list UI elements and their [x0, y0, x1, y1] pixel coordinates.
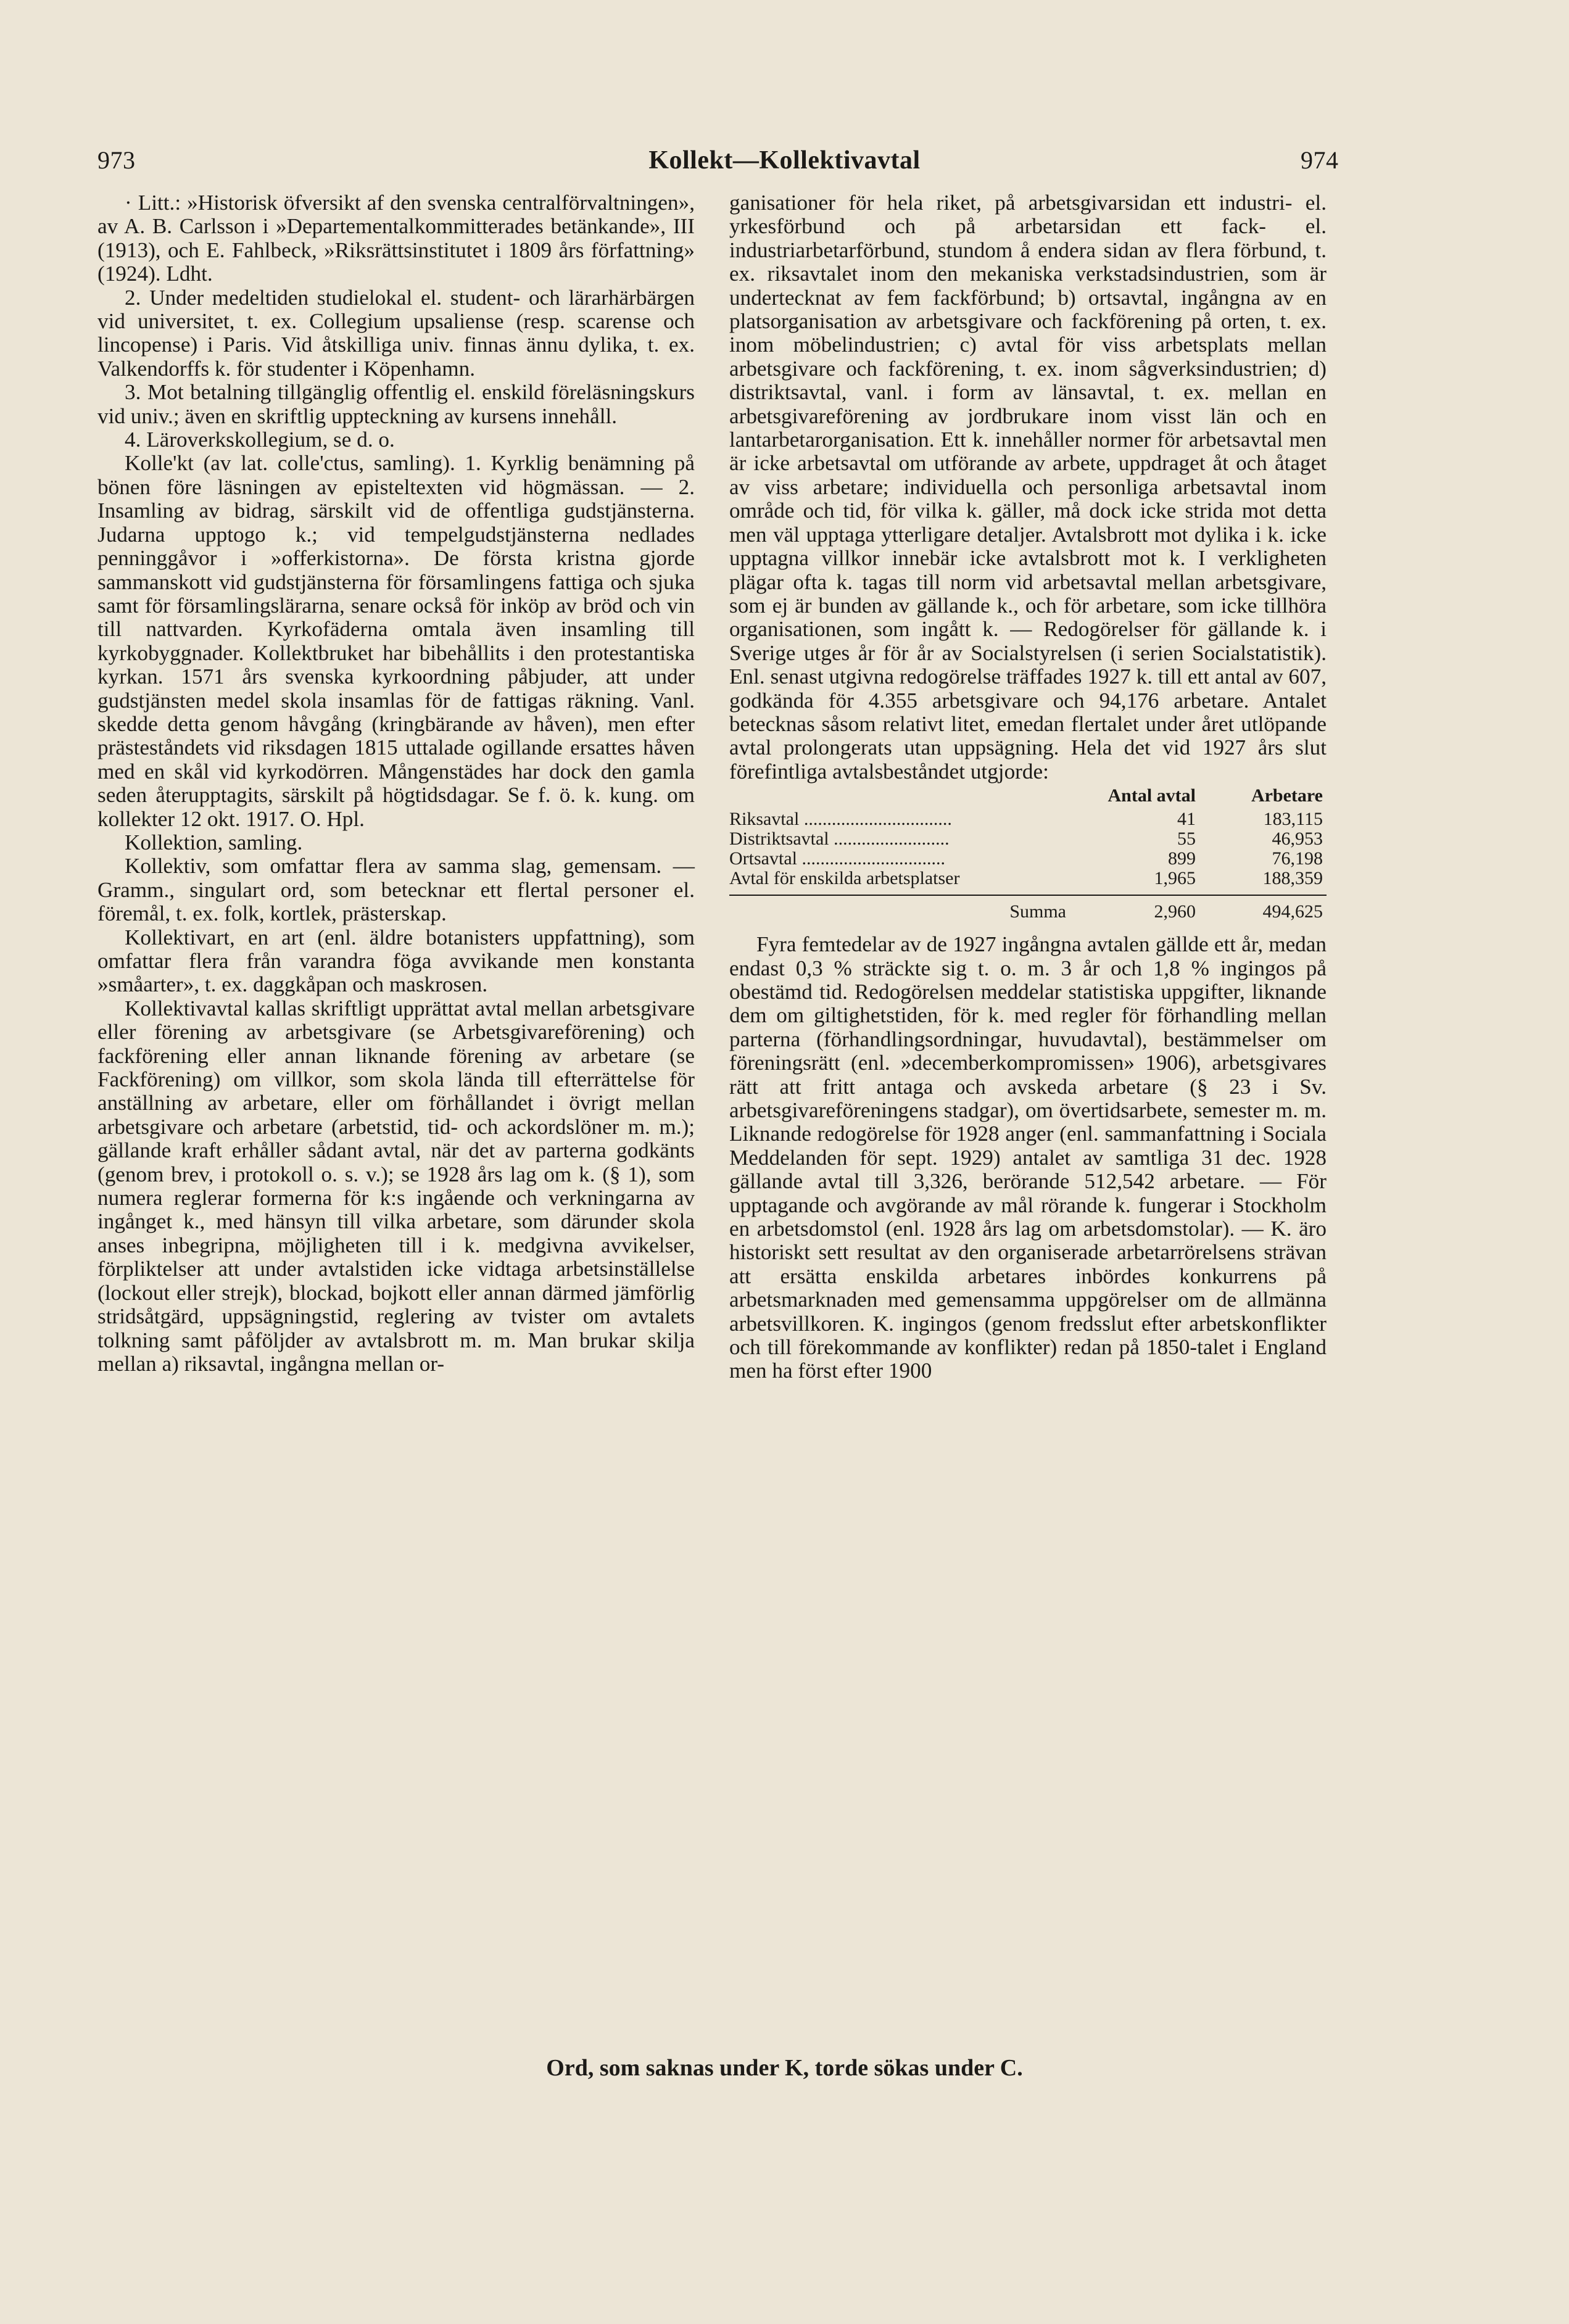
paragraph-statistik: Fyra femtedelar av de 1927 ingångna avtalen gällde ett år, medan endast 0,3 % sträckte sig t. o. m. 3 år och 1,8 % ingingos på obestämd tid. Redogörelsen meddelar statistiska uppgifter, liknande dem om giltighetstiden, för k. med regler för förhandling mellan parterna (förhandlingsordningar, huvudavtal), bestämmelser om föreningsrätt (enl. »decemberkompromissen» 1906), arbetsgivares rätt att fritt antaga och avskeda arbetare (§ 23 i Sv. arbetsgivareföreningens stadgar), om övertidsarbete, semester m. m. Liknande redogörelse för 1928 anger (enl. sammanfattning i Sociala Meddelanden för sept. 1929) antalet av samtliga 31 dec. 1928 gällande avtal till 3,326, berörande 512,542 arbetare. — För upptagande och avgörande av mål rörande k. fungerar i Stockholm en arbetsdomstol (enl. 1928 års lag om arbetsdomstolar). — K. äro historiskt sett resultat av den organiserade arbetarrörelsens strävan att ersätta enskilda arbetares inbördes konkurrens på arbetsmarknaden med gemensamma uppgörelser om de allmänna arbetsvillkoren. K. ingingos (genom fredsslut efter arbetskonflikter och till förekommande av konflikter) redan på 1850-talet i England men ha först efter 1900	[729, 932, 1327, 1383]
table-cell: 55	[1177, 829, 1196, 850]
statistics-table	[729, 786, 1327, 922]
table-cell: Ortsavtal ...............................	[729, 848, 945, 869]
paragraph-kollegium-4: 4. Läroverkskollegium, se d. o.	[125, 428, 395, 452]
paragraph-avtalstyper: ganisationer för hela riket, på arbetsgivarsidan ett industri- el. yrkesförbund och på arbetarsidan ett fack- el. industriarbetarförbund, stundom å endera sidan av flera förbund, t. ex. riksavtalet inom den mekaniska verkstadsindustrien, som är undertecknat av fem fackförbund; b) ortsavtal, ingångna av en platsorganisation av arbetsgivare och fackförening på orten, t. ex. inom möbelindustrien; c) avtal för viss arbetsplats mellan arbetsgivare och fackförening, t. ex. inom sågverksindustrien; d) distriktsavtal, vanl. i form av länsavtal, t. ex. mellan en arbetsgivareförening av jordbrukare inom visst län och en lantarbetarorganisation. Ett k. innehåller normer för arbetsavtal men är icke arbetsavtal om utförande av arbete, uppdraget åt och åtaget av viss arbetare; individuella och personliga arbetsavtal inom område och tid, för vilka k. gäller, må dock icke strida mot detta men väl upptaga ytterligare detaljer. Avtalsbrott mot dylika i k. icke upptagna villkor innebär icke avtalsbrott mot k. I verkligheten plägar ofta k. tagas till norm vid arbetsavtal mellan arbetsgivare, som ej är bunden av gällande k., och för arbetare, som icke tillhöra organisationen, som ingått k. — Redogörelser för gällande k. i Sverige utges år för år av Socialstyrelsen (i serien Socialstatistik). Enl. senast utgivna redogörelse träffades 1927 k. till ett antal av 607, godkända för 4.355 arbetsgivare och 94,176 arbetare. Antalet betecknas såsom relativt litet, emedan flertalet under året utlöpande avtal prolongerats utan uppsägning. Hela det vid 1927 års slut förefintliga avtalsbeståndet utgjorde:	[729, 191, 1327, 784]
table-sum-row	[729, 895, 1327, 922]
table-cell: Avtal för enskilda arbetsplatser	[729, 868, 960, 889]
table-cell: 76,198	[1272, 848, 1323, 869]
table-sum-workers: 494,625	[1199, 895, 1327, 922]
table-cell: Riksavtal ................................	[729, 809, 952, 830]
table-cell: 899	[1168, 848, 1196, 869]
entry-kollektion: Kollektion, samling.	[125, 830, 303, 854]
table-header-count: Antal avtal	[1107, 785, 1196, 806]
table-header-category	[729, 786, 1078, 809]
table-cell: 1,965	[1154, 868, 1196, 889]
table-row	[729, 809, 1327, 829]
entry-kollekt: Kolle'kt (av lat. colle'ctus, samling). 1. Kyrklig benämning på bönen före läsningen av episteltexten vid högmässan. — 2. Insamling av bidrag, särskilt vid de offentliga gudstjänsterna. Judarna upptogo k.; vid tempelgudstjänsterna nedlades penninggåvor i »offerkistorna». De första kristna gjorde sammanskott vid gudstjänsterna för församlingens fattiga och sjuka samt för församlingslärarna, senare också för inköp av bröd och vin till nattvarden. Kyrkofäderna omtala även insamling till kyrkobyggnader. Kollektbruket har bibehållits i den protestantiska kyrkan. 1571 års svenska kyrkoordning påbjuder, att under gudstjänsten medel skola insamlas för de fattigas räkning. Vanl. skedde detta genom håvgång (kringbärande av håven), men efter prästeståndets vid riksdagen 1815 uttalade ogillande ersattes håven med en skål vid kyrkodörren. Mångenstädes har dock den gamla seden återupptagits, särskilt på högtidsdagar. Se f. ö. k. kung. om kollekter 12 okt. 1917. O. Hpl.	[97, 451, 695, 831]
page-number-left: 973	[97, 146, 136, 174]
paragraph-litt: · Litt.: »Historisk öfversikt af den svenska centralförvaltningen», av A. B. Carlsson i »Departementalkommitterades betänkande», III (1913), och E. Fahlbeck, »Riksrättsinstitutet i 1809 års författning» (1924). Ldht.	[97, 191, 695, 286]
table-cell: 46,953	[1272, 829, 1323, 850]
footer-note: Ord, som saknas under K, torde sökas under C.	[546, 2055, 1023, 2081]
table-header-row	[729, 786, 1327, 809]
table-row	[729, 869, 1327, 895]
running-title: Kollekt—Kollektivavtal	[648, 146, 921, 175]
table-sum-label: Summa	[729, 895, 1078, 922]
left-column	[97, 191, 695, 1376]
table-row	[729, 829, 1327, 849]
table-cell: 183,115	[1263, 809, 1323, 830]
table-sum-count: 2,960	[1078, 895, 1199, 922]
table-cell: 41	[1177, 809, 1196, 830]
table-cell: Distriktsavtal .........................	[729, 829, 950, 850]
table-row	[729, 849, 1327, 869]
entry-kollektivavtal: Kollektivavtal kallas skriftligt upprättat avtal mellan arbetsgivare eller förening av arbetsgivare (se Arbetsgivareförening) och fackförening eller annan liknande förening av arbetare (se Fackförening) om villkor, som skola lända till efterrättelse för anställning av arbetare, eller om förhållandet i övrigt mellan arbetsgivare och arbetare (arbetstid, tid- och ackordslöner m. m.); gällande kraft erhåller sådant avtal, när det av parterna godkänts (genom brev, i protokoll o. s. v.); se 1928 års lag om k. (§ 1), som numera reglerar formerna för k:s ingående och verkningarna av ingånget k., med hänsyn till vilka arbetare, som därunder skola anses inbegripna, möjligheten till i k. medgivna avvikelser, förpliktelser att under avtalstiden icke vidtaga arbetsinställelse (lockout eller strejk), blockad, bojkott eller annan därmed jämförlig stridsåtgärd, uppsägningstid, reglering av tvister om avtalets tolkning samt påföljder av avtalsbrott m. m. Man brukar skilja mellan a) riksavtal, ingångna mellan or-	[97, 996, 695, 1376]
table-cell: 188,359	[1262, 868, 1323, 889]
page-number-right: 974	[1301, 146, 1339, 174]
paragraph-kollegium-2: 2. Under medeltiden studielokal el. student- och lärarhärbärgen vid universitet, t. ex. Collegium upsaliense (resp. scarense och lincopense) i Paris. Vid åtskilliga univ. finnas ännu dylika, t. ex. Valkendorffs k. för studenter i Köpenhamn.	[97, 285, 695, 381]
right-column	[729, 191, 1327, 1383]
entry-kollektiv: Kollektiv, som omfattar flera av samma slag, gemensam. — Gramm., singulart ord, som betecknar ett flertal personer el. föremål, t. ex. folk, kortlek, prästerskap.	[97, 854, 695, 926]
table-header-workers: Arbetare	[1251, 785, 1323, 806]
entry-kollektivart: Kollektivart, en art (enl. äldre botanisters uppfattning), som omfattar flera från varandra föga avvikande men konstanta »småarter», t. ex. daggkåpan och maskrosen.	[97, 925, 695, 997]
paragraph-kollegium-3: 3. Mot betalning tillgänglig offentlig el. enskild föreläsningskurs vid univ.; även en skriftlig uppteckning av kursens innehåll.	[97, 380, 695, 428]
